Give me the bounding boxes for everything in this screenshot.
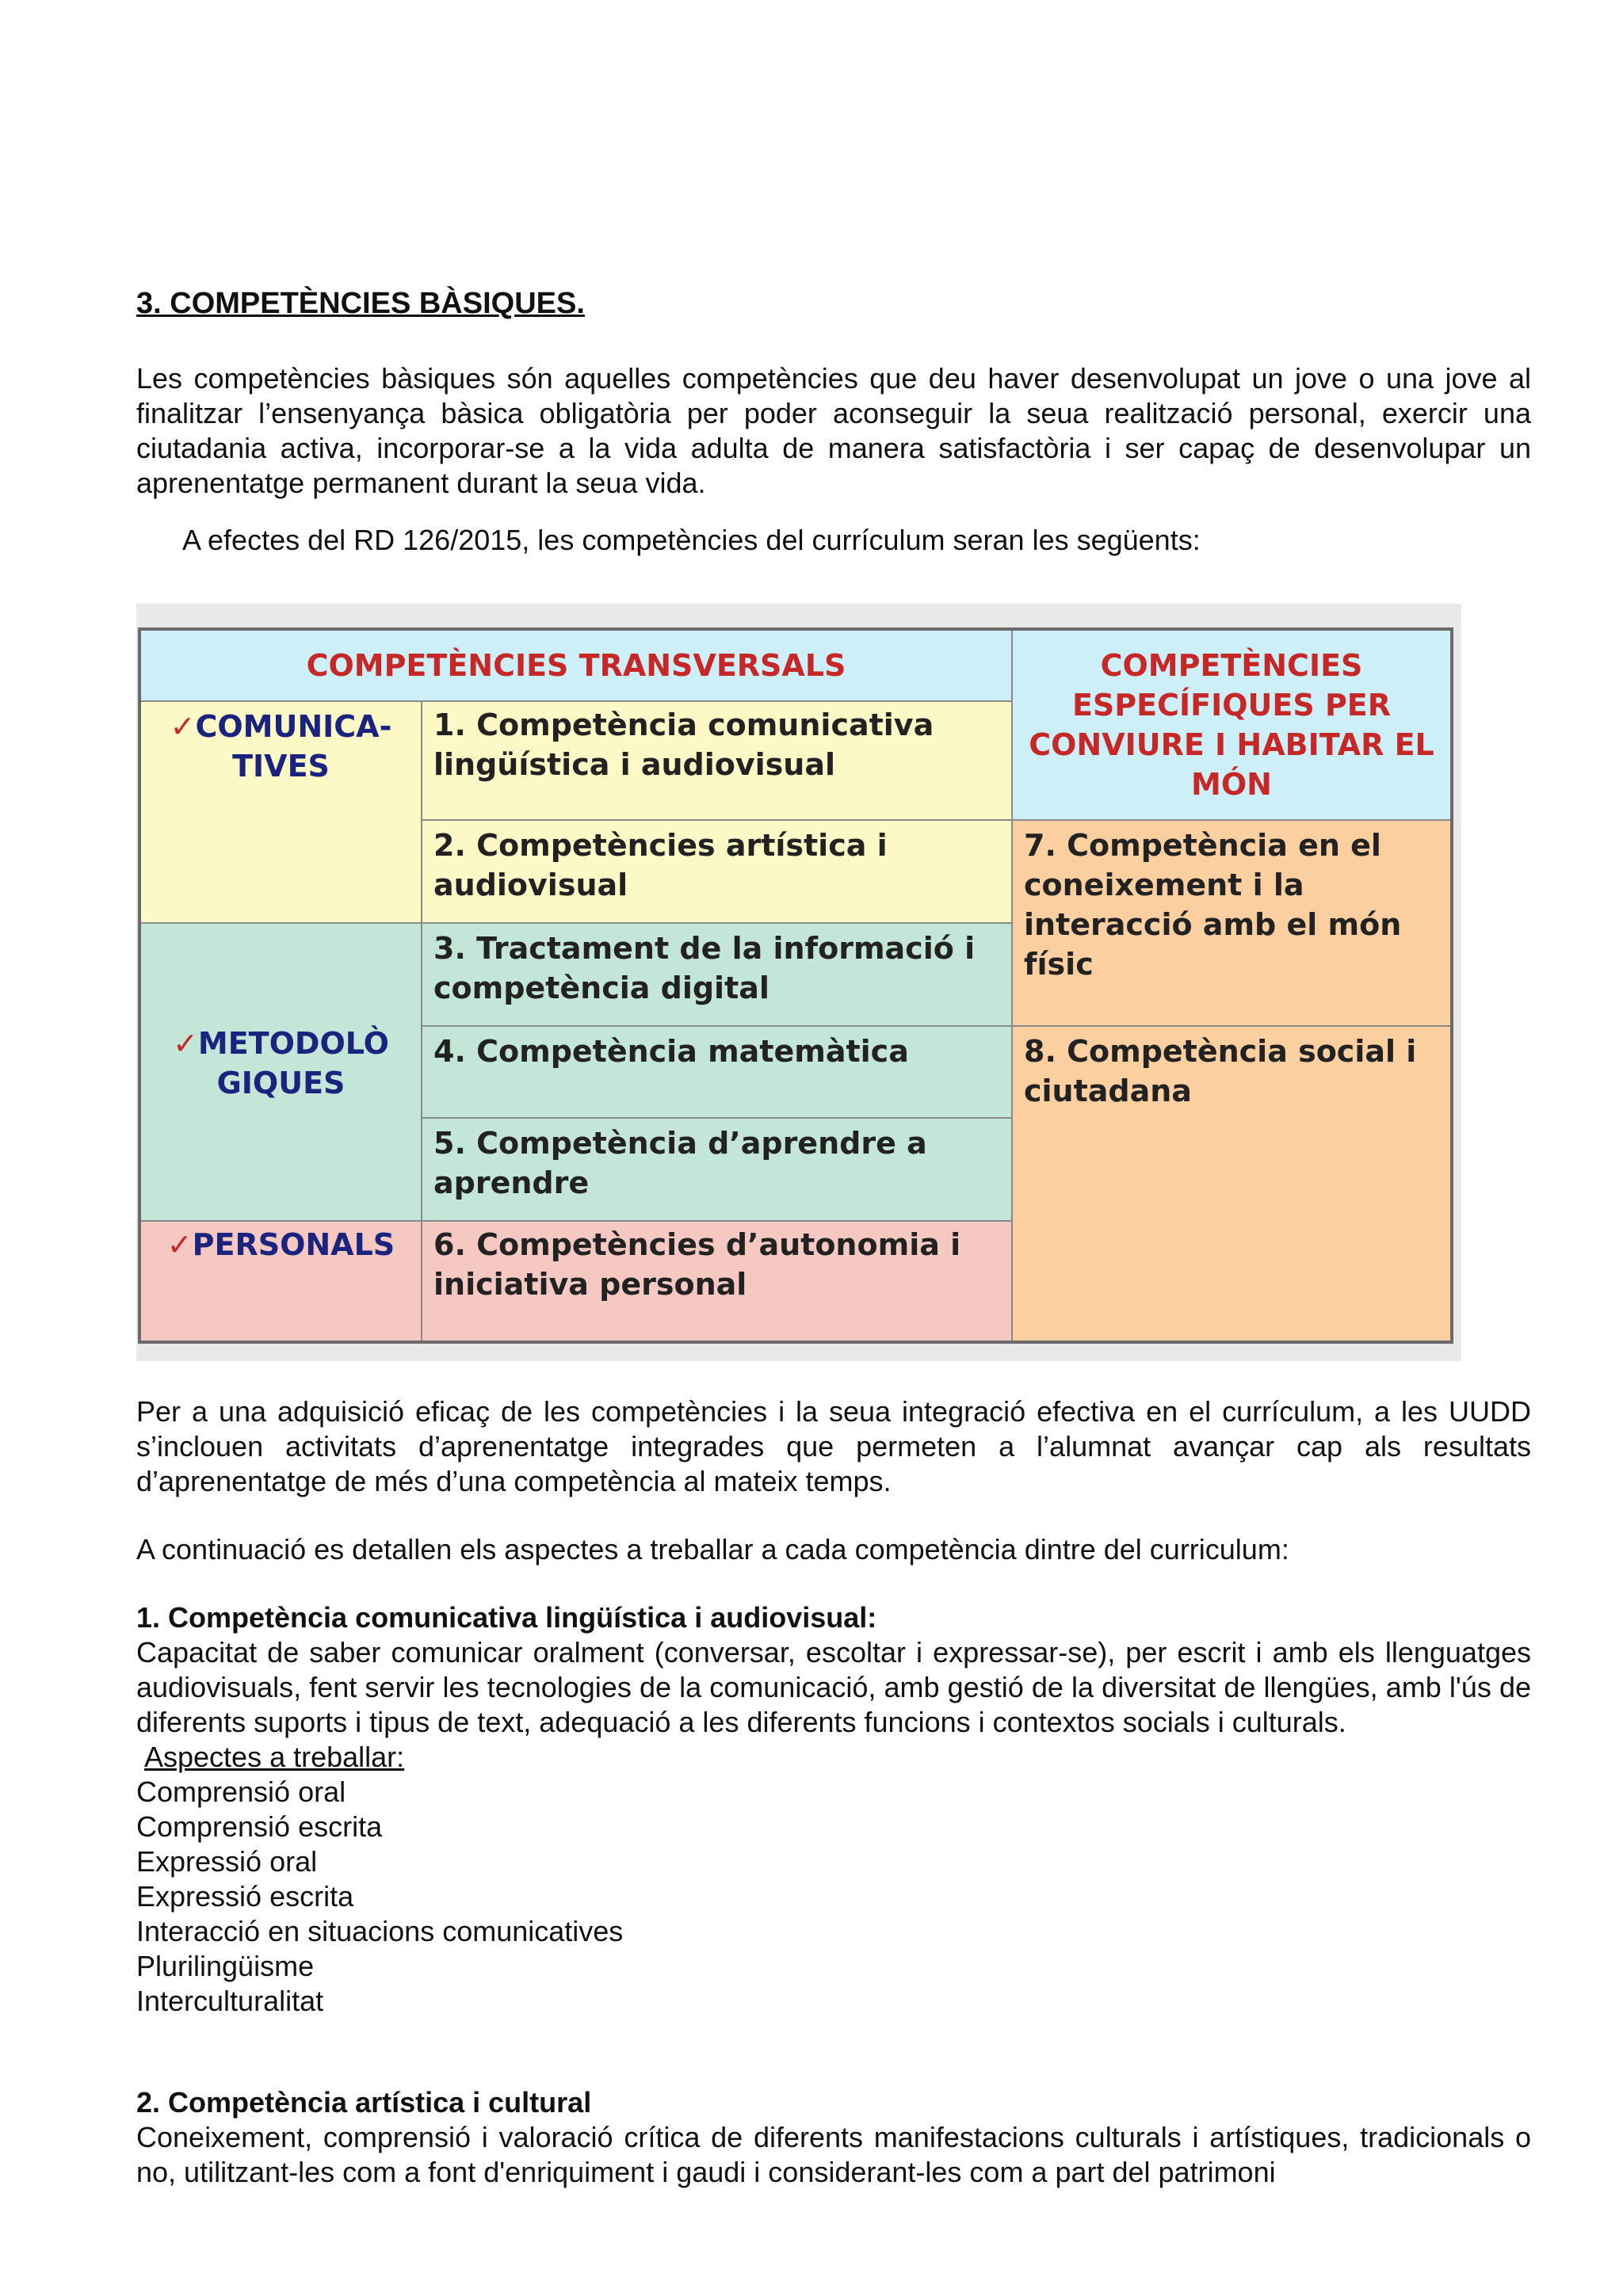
competence-item-1: 1. Competència comunicativa lingüística i audiovisual xyxy=(422,702,1013,821)
aspects-label: Aspectes a treballar: xyxy=(144,1741,405,1773)
competence-item-3: 3. Tractament de la informació i competència digital xyxy=(422,924,1013,1027)
list-item: Interacció en situacions comunicatives xyxy=(136,1915,624,1947)
category-metodologiques xyxy=(141,924,422,1222)
intro-paragraph: Les competències bàsiques són aquelles competències que deu haver desenvolupat un jove o una jove al finalitzar l’ensenyança bàsica obligatòria per poder aconseguir la seua realització personal, exercir una ciutadania activa, incorporar-se a la vida adulta de manera satisfactòria i ser capaç de desenvolupar un aprenentatge permanent durant la seua vida. xyxy=(136,362,1531,499)
list-item: Plurilingüisme xyxy=(136,1950,315,1982)
check-icon: ✓ xyxy=(173,1026,198,1061)
competence-item-7: 7. Competència en el coneixement i la interacció amb el món físic xyxy=(1013,821,1450,1027)
header-especifiques: COMPETÈNCIES ESPECÍFIQUES PER CONVIURE I HABITAR EL MÓN xyxy=(1013,631,1450,821)
category-label: PERSONALS xyxy=(192,1227,395,1262)
section-heading: 3. COMPETÈNCIES BÀSIQUES. xyxy=(136,287,585,320)
competence-item-6: 6. Competències d’autonomia i iniciativa personal xyxy=(422,1222,1013,1341)
category-comunicatives xyxy=(141,702,422,924)
section-2-text: Coneixement, comprensió i valoració crítica de diferents manifestacions culturals i artístiques, tradicionals o no, utilitzant-les com a font d'enriquiment i gaudi i considerant-les com a part del patrimoni xyxy=(136,2121,1531,2188)
rd-paragraph: A efectes del RD 126/2015, les competències del currículum seran les següents: xyxy=(182,524,1201,556)
list-item: Interculturalitat xyxy=(136,1985,324,2017)
competencies-table xyxy=(138,627,1453,1344)
category-label: METODOLÒ GIQUES xyxy=(197,1026,389,1100)
list-item: Comprensió escrita xyxy=(136,1810,383,1843)
category-label: COMUNICA-TIVES xyxy=(195,709,392,784)
section-1-title: 1. Competència comunicativa lingüística i audiovisual: xyxy=(136,1601,877,1634)
section-1-text: Capacitat de saber comunicar oralment (conversar, escoltar i expressar-se), per escrit i amb els llenguatges audiovisuals, fent servir les tecnologies de la comunicació, amb gestió de la diversitat de llengües, amb l'ús de diferents suports i tipus de text, adequació a les diferents funcions i contextos socials i culturals. xyxy=(136,1636,1531,1738)
check-icon: ✓ xyxy=(166,1227,193,1262)
competence-item-5: 5. Competència d’aprendre a aprendre xyxy=(422,1119,1013,1222)
section-competence-2 xyxy=(136,2085,1531,2190)
check-icon: ✓ xyxy=(170,709,196,744)
list-item: Comprensió oral xyxy=(136,1775,346,1808)
competence-item-4: 4. Competència matemàtica xyxy=(422,1027,1013,1119)
aspects-list xyxy=(136,1775,1531,2019)
header-transversals: COMPETÈNCIES TRANSVERSALS xyxy=(141,631,1013,702)
section-2-title: 2. Competència artística i cultural xyxy=(136,2086,592,2119)
list-item: Expressió escrita xyxy=(136,1880,354,1913)
category-personals xyxy=(141,1222,422,1341)
competence-item-2: 2. Competències artística i audiovisual xyxy=(422,821,1013,924)
competence-item-8: 8. Competència social i ciutadana xyxy=(1013,1027,1450,1341)
competencies-table-figure xyxy=(136,604,1461,1361)
section-competence-1 xyxy=(136,1600,1531,2019)
integration-paragraph: Per a una adquisició eficaç de les competències i la seua integració efectiva en el currículum, a les UUDD s’inclouen activitats d’aprenentatge integrades que permeten a l’alumnat avançar cap als resultats d’aprenentatge de més d’una competència al mateix temps. xyxy=(136,1395,1531,1497)
aspects-intro-paragraph: A continuació es detallen els aspectes a treballar a cada competència dintre del curriculum: xyxy=(136,1533,1289,1566)
list-item: Expressió oral xyxy=(136,1845,318,1878)
